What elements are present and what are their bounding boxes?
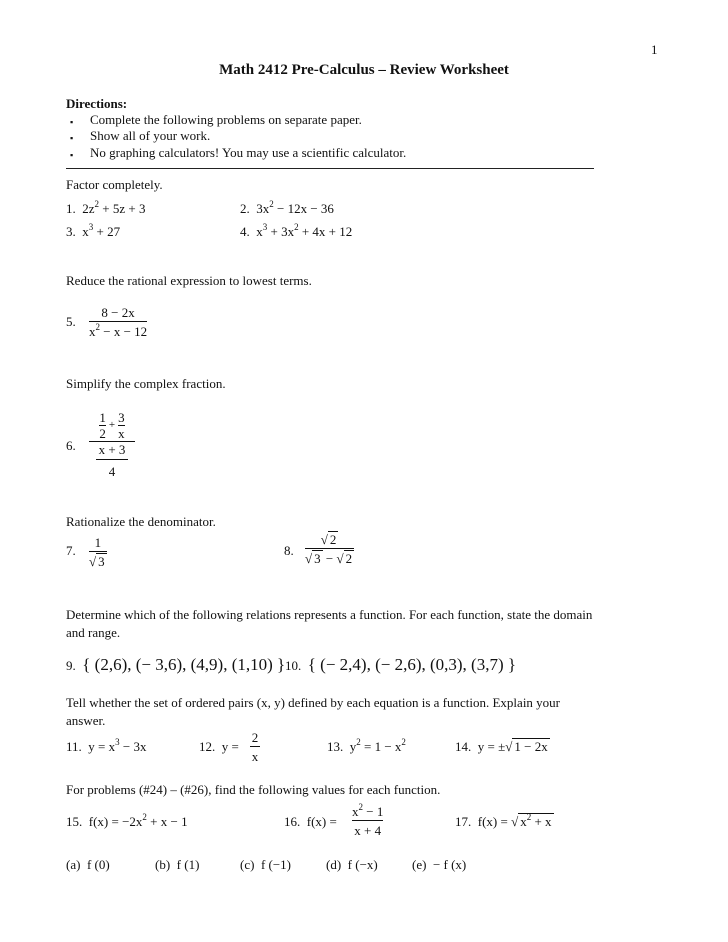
problem-7-fraction: 1 √ 3: [89, 535, 105, 569]
problem-6-complex-fraction: $\frac{1}{2}$ + $\frac{3}{x}$ $\frac{x + 3}{4}$: [89, 410, 135, 479]
problem-1: 1. $2z^2 + 5z + 3$: [66, 199, 146, 216]
direction-item: Show all of your work.: [90, 128, 211, 143]
section-factor: Factor completely.: [66, 177, 163, 192]
section-rationalize: Rationalize the denominator.: [66, 514, 216, 529]
bullet-icon: ▪: [70, 150, 74, 160]
problem-5-fraction: 8 − 2x $x^2 - x - 12$: [89, 305, 148, 339]
problem-16-number: 16. f(x) =: [284, 814, 337, 829]
problem-15: 15. $f(x) = -2x^2 + x - 1$: [66, 812, 188, 829]
problem-7-number: 7.: [66, 543, 76, 558]
bullet-icon: ▪: [70, 117, 74, 127]
bullet-icon: ▪: [70, 133, 74, 143]
problem-2: 2. $3x^2 - 12x - 36$: [240, 199, 334, 216]
problem-12-fraction: 2 x: [251, 730, 259, 764]
section-tell-line1: Tell whether the set of ordered pairs (x, y) defined by each equation is a function. Explain your: [66, 695, 561, 710]
problem-17: 17. f(x) = √ $x^2 + x$: [455, 812, 552, 829]
problem-5-number: 5.: [66, 314, 76, 329]
problem-10: 10. { (− 2,4), (− 2,6), (0,3), (3,7) }: [285, 655, 517, 674]
problem-14: 14. y = ±√ 1 − 2x: [455, 739, 548, 754]
problem-6-number: 6.: [66, 438, 76, 453]
direction-item: Complete the following problems on separate paper.: [90, 112, 362, 127]
directions-heading: Directions:: [66, 96, 128, 111]
page-title: Math 2412 Pre-Calculus – Review Worksheet: [219, 62, 509, 78]
section-determine-line2: and range.: [66, 625, 121, 640]
problem-16-fraction: $x^2 - 1$ x + 4: [352, 802, 384, 838]
problem-3: 3. $x^3 + 27$: [66, 222, 121, 239]
part-b: (b) f (1): [155, 857, 200, 872]
direction-item: No graphing calculators! You may use a scientific calculator.: [90, 145, 407, 160]
divider: [66, 168, 594, 169]
section-values: For problems (#24) – (#26), find the following values for each function.: [66, 782, 441, 797]
part-a: (a) f (0): [66, 857, 110, 872]
section-determine-line1: Determine which of the following relations represents a function. For each function, state the domain: [66, 607, 593, 622]
section-tell-line2: answer.: [66, 713, 106, 728]
problem-8-fraction: √ 2 √ 3 − √ 2: [305, 532, 353, 566]
problem-12-number: 12. y =: [199, 739, 239, 754]
problem-4: 4. $x^3 + 3x^2 + 4x + 12$: [240, 222, 353, 239]
part-d: (d) f (−x): [326, 857, 378, 872]
problem-9: 9. { (2,6), (− 3,6), (4,9), (1,10) }: [66, 655, 286, 674]
problem-8-number: 8.: [284, 543, 294, 558]
part-e: (e) − f (x): [412, 857, 467, 872]
part-c: (c) f (−1): [240, 857, 292, 872]
page-number: 1: [651, 42, 658, 57]
problem-11: 11. $y = x^3 - 3x$: [66, 737, 147, 754]
section-simplify: Simplify the complex fraction.: [66, 376, 226, 391]
problem-13: 13. $y^2 = 1 - x^2$: [327, 737, 406, 754]
section-reduce: Reduce the rational expression to lowest terms.: [66, 273, 312, 288]
